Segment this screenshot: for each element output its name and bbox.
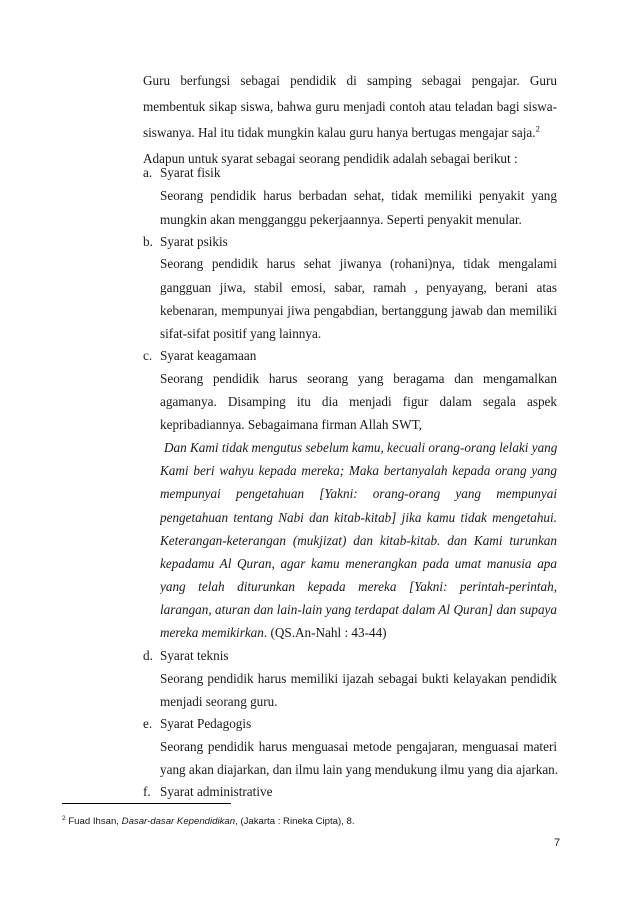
footnote-reference: 2 <box>535 123 540 134</box>
body-line: Seorang pendidik harus seorang yang beragama dan mengamalkan <box>160 371 557 386</box>
list-marker: a. <box>143 165 153 180</box>
footnote-book-title: Dasar-dasar Kependidikan <box>121 816 236 827</box>
quote-line: Kami beri wahyu kepada mereka; Maka bertanyalah kepada orang yang <box>160 463 557 478</box>
intro-line-3 <box>143 122 638 144</box>
intro-line-1: Guru berfungsi sebagai pendidik di samping sebagai pengajar. Guru <box>143 73 557 88</box>
list-item-heading <box>0 162 638 184</box>
body-line: Seorang pendidik harus sehat jiwanya (rohani)nya, tidak mengalami <box>160 256 557 271</box>
quote-line: mempunyai pengetahuan [Yakni: orang-orang yang mempunyai <box>160 486 557 501</box>
list-marker: e. <box>143 716 153 731</box>
footnote-number: 2 <box>62 814 66 822</box>
quote-line: pengetahuan tentang Nabi dan kitab-kitab] jika kamu tidak mengetahui. <box>160 510 557 525</box>
intro-line-4: Adapun untuk syarat sebagai seorang pendidik adalah sebagai berikut : <box>143 151 518 166</box>
footnote <box>62 815 355 829</box>
quote-line: kepadamu Al Quran, agar kamu menerangkan pada umat manusia apa <box>160 556 557 571</box>
list-item-title: Syarat fisik <box>160 165 221 180</box>
list-marker: b. <box>143 234 153 249</box>
quote-line: larangan, aturan dan lain-lain yang terdapat dalam Al Quran] dan supaya <box>160 602 557 617</box>
list-item-heading <box>0 645 638 667</box>
list-marker: d. <box>143 648 153 663</box>
page-number: 7 <box>554 837 561 849</box>
list-item-title: Syarat teknis <box>160 648 229 663</box>
list-item-title: Syarat keagamaan <box>160 348 257 363</box>
footnote-author: Fuad Ihsan, <box>68 816 122 827</box>
list-marker: f. <box>143 784 151 799</box>
body-line: Seorang pendidik harus menguasai metode pengajaran, menguasai materi <box>160 739 557 754</box>
list-item-title: Syarat administrative <box>160 784 273 799</box>
intro-line-3-text: siswanya. Hal itu tidak mungkin kalau guru hanya bertugas mengajar saja. <box>143 125 536 140</box>
list-marker: c. <box>143 348 153 363</box>
body-line: menjadi seorang guru. <box>160 694 278 709</box>
list-item-heading <box>0 231 638 253</box>
quote-citation: . (QS.An-Nahl : 43-44) <box>263 625 387 640</box>
body-line: mungkin akan mengganggu pekerjaannya. Seperti penyakit menular. <box>160 212 522 227</box>
footnote-separator <box>62 803 231 804</box>
body-line: agamanya. Disamping itu dia menjadi figur dalam segala aspek <box>160 394 557 409</box>
body-line: Seorang pendidik harus berbadan sehat, tidak memiliki penyakit yang <box>160 188 557 203</box>
list-item-heading <box>0 781 638 803</box>
list-item-heading <box>0 713 638 735</box>
list-item-title: Syarat psikis <box>160 234 228 249</box>
body-line: gangguan jiwa, stabil emosi, sabar, ramah , penyayang, berani atas <box>160 280 557 295</box>
list-item-heading <box>0 345 638 367</box>
body-line: yang akan diajarkan, dan ilmu lain yang mendukung ilmu yang dia ajarkan. <box>160 762 559 777</box>
quote-last-line <box>160 622 638 644</box>
quote-line: Dan Kami tidak mengutus sebelum kamu, kecuali orang-orang lelaki yang <box>164 440 558 455</box>
list-item-title: Syarat Pedagogis <box>160 716 252 731</box>
body-line: kebenaran, mempunyai jiwa pengabdian, bertanggung jawab dan memiliki <box>160 303 557 318</box>
body-line: sifat-sifat positif yang lainnya. <box>160 326 322 341</box>
quote-line: Keterangan-keterangan (mukjizat) dan kitab-kitab. dan Kami turunkan <box>160 533 557 548</box>
footnote-publisher: , (Jakarta : Rineka Cipta), 8. <box>235 816 355 827</box>
body-line: Seorang pendidik harus memiliki ijazah sebagai bukti kelayakan pendidik <box>160 671 557 686</box>
quote-line: yang telah diturunkan kepada mereka [Yakni: perintah-perintah, <box>160 579 557 594</box>
quote-line: mereka memikirkan <box>160 625 264 640</box>
body-line: kepribadiannya. Sebagaimana firman Allah SWT, <box>160 417 422 432</box>
intro-line-2: membentuk sikap siswa, bahwa guru menjadi contoh atau teladan bagi siswa- <box>143 99 557 114</box>
